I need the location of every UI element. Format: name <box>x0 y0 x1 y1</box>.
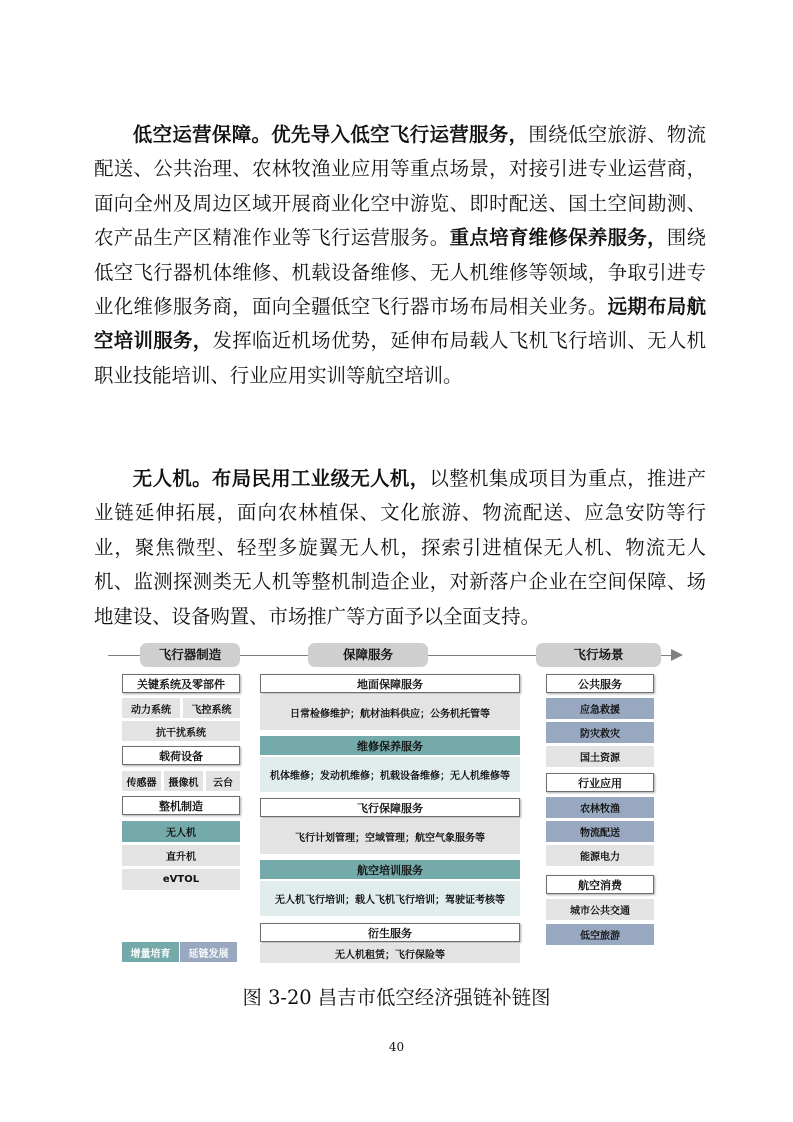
group-aviation-consumption: 航空消费 <box>546 875 654 894</box>
para2-heading-1: 无人机。布局民用工业级无人机， <box>132 467 430 490</box>
scenario-agriculture: 农林牧渔 <box>546 797 654 818</box>
para1-heading-1: 低空运营保障。优先导入低空飞行运营服务， <box>132 123 529 146</box>
group-complete-aircraft: 整机制造 <box>122 796 240 815</box>
scenario-land-resources: 国土资源 <box>546 746 654 767</box>
group-industry-applications: 行业应用 <box>546 773 654 792</box>
scenario-emergency-rescue: 应急救援 <box>546 698 654 719</box>
page-number: 40 <box>388 1040 405 1054</box>
scenario-disaster-prevention: 防灾救灾 <box>546 722 654 743</box>
scenario-energy-power: 能源电力 <box>546 845 654 866</box>
legend-incremental-cultivation: 增量培育 <box>122 942 179 962</box>
item-evtol: eVTOL <box>122 869 240 890</box>
para1-text-3: 发挥临近机场优势，延伸布局载人飞机飞行培训、无人机职业技能培训、行业应用实训等航空培训。 <box>94 329 707 387</box>
paragraph-low-altitude-operations <box>94 118 706 393</box>
industry-chain-diagram <box>108 640 688 970</box>
flow-line-segment <box>428 655 536 656</box>
service-maintenance: 维修保养服务 <box>260 736 520 755</box>
flow-line-segment <box>240 655 308 656</box>
service-ground-support-detail: 日常检修维护；航材油料供应；公务机托管等 <box>260 695 520 730</box>
scenario-logistics: 物流配送 <box>546 821 654 842</box>
item-drone: 无人机 <box>122 821 240 842</box>
scenario-low-altitude-tourism: 低空旅游 <box>546 924 654 945</box>
item-flight-control: 飞控系统 <box>183 698 240 718</box>
service-flight-support-detail: 飞行计划管理；空域管理；航空气象服务等 <box>260 819 520 854</box>
flow-line-segment <box>108 655 140 656</box>
category-flight-scenarios: 飞行场景 <box>536 643 661 667</box>
paragraph-drones <box>94 462 706 634</box>
para1-heading-2: 重点培育维修保养服务， <box>449 226 667 250</box>
para1-text-1: 围绕低空旅游、物流配送、公共治理、农林牧渔业应用等重点场景，对接引进专业运营商，面向全州及周边区域开展商业化空中游览、即时配送、国土空间勘测、农产品生产区精准作业等飞行运营服务。 <box>94 123 707 250</box>
group-key-systems: 关键系统及零部件 <box>122 674 240 693</box>
para1-text-2: 围绕低空飞行器机体维修、机载设备维修、无人机维修等领域，争取引进专业化维修服务商，面向全疆低空飞行器市场布局相关业务。 <box>94 226 707 319</box>
figure-caption: 图 3-20 昌吉市低空经济强链补链图 <box>242 986 551 1009</box>
service-derivative: 衍生服务 <box>260 923 520 942</box>
service-aviation-training-detail: 无人机飞行培训；载人飞机飞行培训；驾驶证考核等 <box>260 881 520 916</box>
legend-chain-extension: 延链发展 <box>180 942 237 962</box>
item-sensor: 传感器 <box>122 771 161 791</box>
service-flight-support: 飞行保障服务 <box>260 798 520 817</box>
service-aviation-training: 航空培训服务 <box>260 860 520 879</box>
item-camera: 摄像机 <box>164 771 203 791</box>
item-gimbal: 云台 <box>206 771 240 791</box>
category-aircraft-manufacturing: 飞行器制造 <box>140 643 240 667</box>
scenario-urban-transit: 城市公共交通 <box>546 899 654 920</box>
group-payload-equipment: 载荷设备 <box>122 746 240 765</box>
item-power-system: 动力系统 <box>122 698 180 718</box>
item-helicopter: 直升机 <box>122 845 240 866</box>
para1-heading-3: 远期布局航空培训服务， <box>94 295 706 353</box>
group-public-services: 公共服务 <box>546 674 654 693</box>
para2-text-1: 以整机集成项目为重点，推进产业链延伸拓展，面向农林植保、文化旅游、物流配送、应急安防等行业，聚焦微型、轻型多旋翼无人机，探索引进植保无人机、物流无人机、监测探测类无人机等整机制造企业，对新落户企业在空间保障、场地建设、设备购置、市场推广等方面予以全面支持。 <box>94 467 707 628</box>
category-support-services: 保障服务 <box>308 643 428 667</box>
flow-arrow-icon <box>671 649 683 661</box>
item-anti-jamming: 抗干扰系统 <box>122 721 240 741</box>
service-derivative-detail: 无人机租赁；飞行保险等 <box>260 944 520 963</box>
service-ground-support: 地面保障服务 <box>260 674 520 693</box>
service-maintenance-detail: 机体维修；发动机维修；机载设备维修；无人机维修等 <box>260 757 520 792</box>
